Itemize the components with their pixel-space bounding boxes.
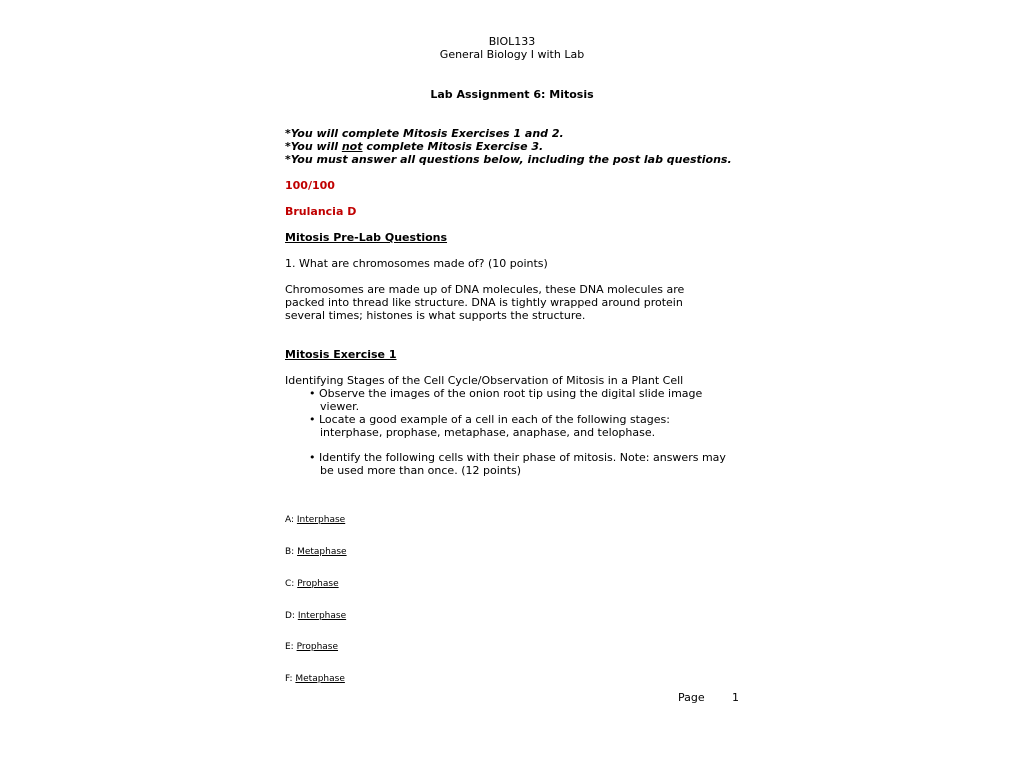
instruction-line-3: *You must answer all questions below, including the post lab questions. — [285, 153, 732, 166]
exercise1-bullet-3 — [301, 451, 731, 477]
instruction-line-2-emphasis: not — [341, 140, 363, 153]
page-number: 1 — [732, 691, 739, 704]
answer-f-label: F: — [285, 674, 296, 684]
assignment-title: Lab Assignment 6: Mitosis — [430, 88, 594, 101]
answer-d-value: Interphase — [297, 611, 347, 621]
answer-c — [285, 579, 339, 589]
instruction-line-2-end: complete Mitosis Exercise 3. — [362, 140, 544, 153]
course-name: General Biology I with Lab — [439, 48, 585, 61]
prelab-answer-1: Chromosomes are made up of DNA molecules, these DNA molecules are packed into thread like structure. DNA is tightly wrapped around protein several times; histones is what supports the structure. — [285, 283, 685, 322]
answer-f — [285, 674, 345, 684]
answer-a-value: Interphase — [296, 515, 346, 525]
instruction-line-1: *You will complete Mitosis Exercises 1 and 2. — [285, 127, 564, 140]
grade-score: 100/100 — [285, 179, 335, 192]
bullet-2-text: • Locate a good example of a cell in each of the following stages: interphase, prophase, metaphase, anaphase, and telophase. — [309, 413, 670, 439]
bullet-2-content: Locate a good example of a cell in each of the following stages: interphase, prophase, metaphase, anaphase, and telophase. — [319, 413, 670, 439]
answer-e-value: Prophase — [296, 642, 339, 652]
prelab-heading: Mitosis Pre-Lab Questions — [285, 231, 448, 244]
answer-c-value: Prophase — [297, 579, 339, 589]
answer-a — [285, 515, 345, 525]
instruction-line-2 — [285, 140, 543, 153]
answer-b-label: B: — [285, 547, 298, 557]
bullet-3-text: • Identify the following cells with their phase of mitosis. Note: answers may be used more than once. (12 points) — [309, 451, 726, 477]
prelab-question-1: 1. What are chromosomes made of? (10 points) — [285, 257, 548, 270]
page-label: Page — [678, 691, 705, 704]
answer-f-value: Metaphase — [295, 674, 345, 684]
answer-b-value: Metaphase — [297, 547, 347, 557]
answer-e-label: E: — [285, 642, 297, 652]
exercise1-bullet-1 — [301, 387, 731, 413]
bullet-3-content: Identify the following cells with their phase of mitosis. Note: answers may be used more than once. (12 points) — [319, 451, 726, 477]
exercise1-bullet-2 — [301, 413, 731, 439]
answer-a-label: A: — [285, 515, 297, 525]
answer-e — [285, 642, 338, 652]
instruction-line-2-start: *You will — [285, 140, 342, 153]
exercise1-intro: Identifying Stages of the Cell Cycle/Observation of Mitosis in a Plant Cell — [285, 374, 684, 387]
answer-d — [285, 611, 346, 621]
course-code: BIOL133 — [488, 35, 536, 48]
answer-c-label: C: — [285, 579, 298, 589]
student-name: Brulancia D — [285, 205, 357, 218]
answer-b — [285, 547, 347, 557]
bullet-1-text: • Observe the images of the onion root tip using the digital slide image viewer. — [309, 387, 703, 413]
exercise1-heading: Mitosis Exercise 1 — [285, 348, 397, 361]
bullet-1-content: Observe the images of the onion root tip using the digital slide image viewer. — [319, 387, 703, 413]
answer-d-label: D: — [285, 611, 298, 621]
